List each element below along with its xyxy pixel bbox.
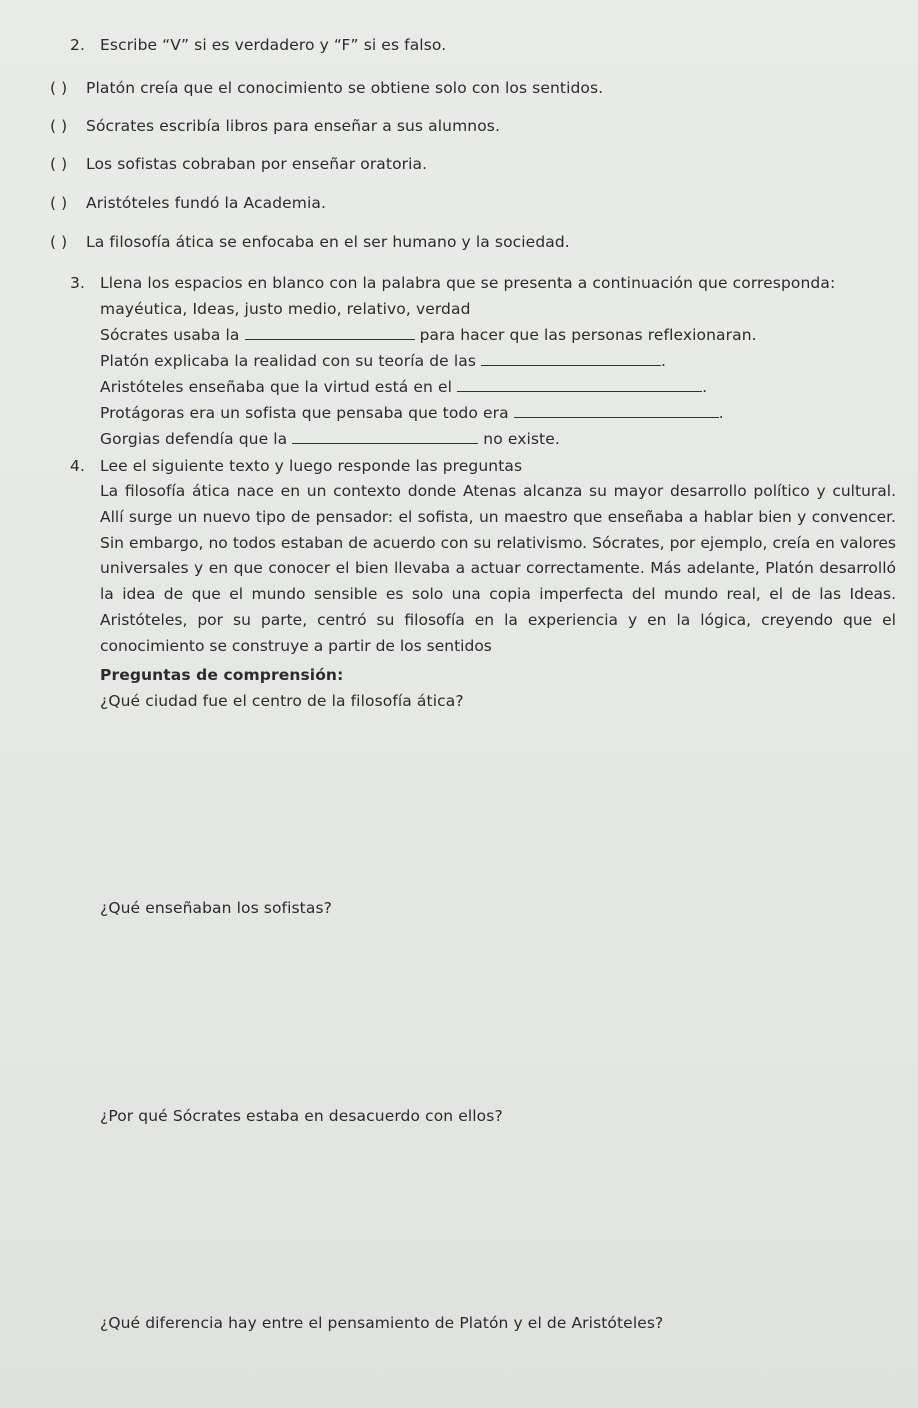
answer-parenthesis[interactable]: ( ) bbox=[50, 155, 68, 173]
answer-area[interactable] bbox=[100, 716, 890, 896]
tf-item bbox=[50, 193, 326, 213]
section-4-number: 4. bbox=[70, 457, 85, 475]
blank-line[interactable] bbox=[292, 429, 478, 444]
section-4-heading bbox=[70, 456, 522, 476]
tf-item-text: Los sofistas cobraban por enseñar oratoria. bbox=[86, 155, 428, 173]
fill-blank-sentence bbox=[100, 325, 757, 345]
sentence-start: Protágoras era un sofista que pensaba que todo era bbox=[100, 404, 509, 422]
section-3-number: 3. bbox=[70, 274, 85, 292]
fill-blank-sentence bbox=[100, 377, 707, 397]
question: ¿Qué diferencia hay entre el pensamiento de Platón y el de Aristóteles? bbox=[100, 1314, 664, 1332]
tf-item-text: Sócrates escribía libros para enseñar a sus alumnos. bbox=[86, 117, 500, 135]
answer-parenthesis[interactable]: ( ) bbox=[50, 233, 68, 251]
answer-area[interactable] bbox=[100, 922, 890, 1102]
sentence-end: no existe. bbox=[483, 430, 560, 448]
section-4-title: Lee el siguiente texto y luego responde las preguntas bbox=[100, 457, 523, 475]
section-2-number: 2. bbox=[70, 36, 85, 54]
blank-line[interactable] bbox=[481, 351, 661, 366]
section-3-heading bbox=[70, 273, 835, 293]
question: ¿Por qué Sócrates estaba en desacuerdo con ellos? bbox=[100, 1107, 503, 1125]
question: ¿Qué ciudad fue el centro de la filosofía ática? bbox=[100, 692, 464, 710]
tf-item-text: Platón creía que el conocimiento se obtiene solo con los sentidos. bbox=[86, 79, 604, 97]
blank-line[interactable] bbox=[245, 325, 415, 340]
sentence-start: Platón explicaba la realidad con su teoría de las bbox=[100, 352, 477, 370]
reading-passage: La filosofía ática nace en un contexto donde Atenas alcanza su mayor desarrollo político y cultural. Allí surge un nuevo tipo de pensador: el sofista, un maestro que enseñaba a hablar bien y convencer. Sin embargo, no todos estaban de acuerdo con su relativismo. Sócrates, por ejemplo, creía en valores universales y en que conocer el bien llevaba a actuar correctamente. Más adelante, Platón desarrolló la idea de que el mundo sensible es solo una copia imperfecta del mundo real, el de las Ideas. Aristóteles, por su parte, centró su filosofía en la experiencia y en la lógica, creyendo que el conocimiento se construye a partir de los sentidos bbox=[100, 482, 896, 655]
section-3-title: Llena los espacios en blanco con la palabra que se presenta a continuación que corresponda: bbox=[100, 274, 836, 292]
sentence-start: Aristóteles enseñaba que la virtud está en el bbox=[100, 378, 453, 396]
questions-heading: Preguntas de comprensión: bbox=[100, 666, 344, 684]
tf-item bbox=[50, 154, 427, 174]
sentence-end: . bbox=[718, 404, 724, 422]
blank-line[interactable] bbox=[514, 403, 719, 418]
answer-parenthesis[interactable]: ( ) bbox=[50, 194, 68, 212]
answer-parenthesis[interactable]: ( ) bbox=[50, 79, 68, 97]
tf-item bbox=[50, 116, 500, 136]
fill-blank-sentence bbox=[100, 429, 560, 449]
tf-item-text: Aristóteles fundó la Academia. bbox=[86, 194, 327, 212]
section-2-title: Escribe “V” si es verdadero y “F” si es falso. bbox=[100, 36, 447, 54]
answer-parenthesis[interactable]: ( ) bbox=[50, 117, 68, 135]
question: ¿Qué enseñaban los sofistas? bbox=[100, 899, 332, 917]
fill-blank-sentence bbox=[100, 403, 724, 423]
sentence-end: . bbox=[661, 352, 667, 370]
sentence-start: Gorgias defendía que la bbox=[100, 430, 288, 448]
blank-line[interactable] bbox=[457, 377, 702, 392]
word-bank: mayéutica, Ideas, justo medio, relativo, verdad bbox=[100, 300, 471, 318]
sentence-start: Sócrates usaba la bbox=[100, 326, 240, 344]
tf-item bbox=[50, 232, 570, 252]
answer-area[interactable] bbox=[100, 1130, 890, 1310]
sentence-end: . bbox=[702, 378, 708, 396]
fill-blank-sentence bbox=[100, 351, 666, 371]
section-2-heading bbox=[70, 35, 446, 55]
sentence-end: para hacer que las personas reflexionaran. bbox=[419, 326, 757, 344]
tf-item-text: La filosofía ática se enfocaba en el ser humano y la sociedad. bbox=[86, 233, 570, 251]
answer-area[interactable] bbox=[100, 1337, 890, 1397]
tf-item bbox=[50, 78, 603, 98]
